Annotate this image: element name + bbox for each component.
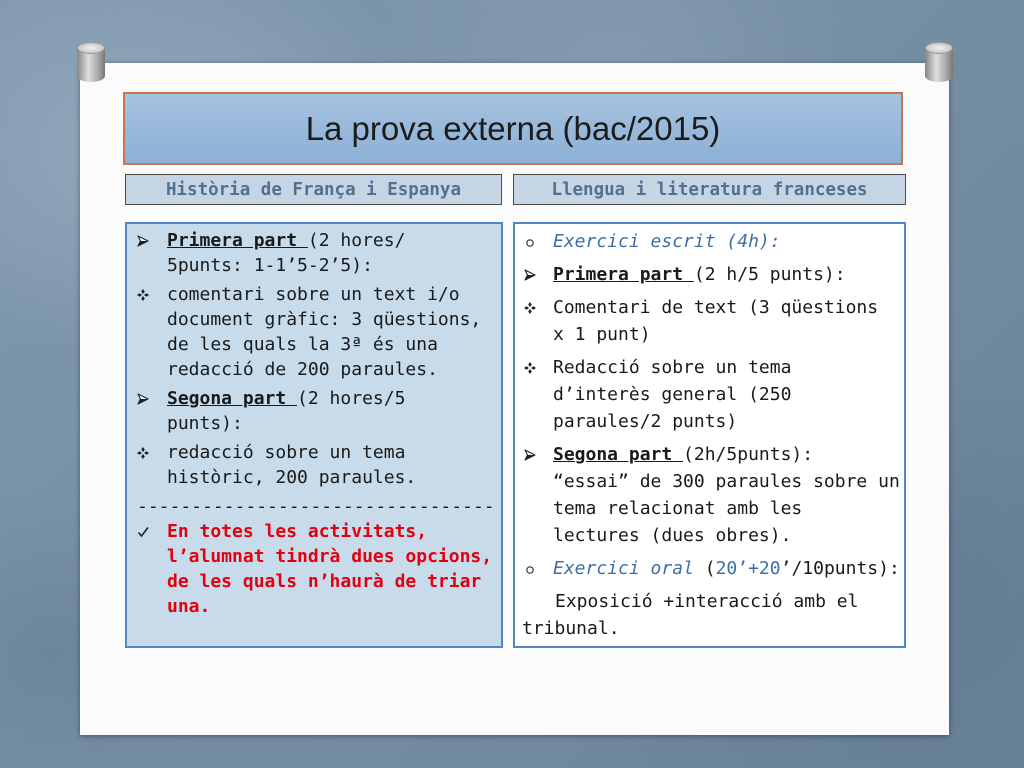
- section-label: Segona part: [167, 388, 298, 409]
- diamond-icon: [137, 289, 149, 301]
- item-line: [553, 555, 904, 582]
- circle-icon: [524, 236, 536, 248]
- section-label: Segona part: [553, 444, 684, 465]
- item-line: [553, 261, 904, 288]
- item-text: ’/10punts):: [780, 558, 900, 579]
- item-text: (2 h/5 punts):: [693, 264, 846, 285]
- item-line: redacció sobre un tema: [167, 442, 406, 463]
- item-text: (: [693, 558, 716, 579]
- item-line: de les quals la 3ª és una: [167, 334, 438, 355]
- left-content-panel: [125, 222, 503, 648]
- right-item-oral-exam: [515, 555, 904, 582]
- item-line: de les quals n’haurà de triar: [167, 571, 482, 592]
- right-item-written-exam: [515, 228, 904, 255]
- section-label: Primera part: [553, 264, 694, 285]
- item-line: [167, 228, 501, 253]
- item-line: una.: [167, 596, 211, 617]
- item-line: En totes les activitats,: [167, 521, 428, 542]
- item-line: Redacció sobre un tema: [553, 357, 792, 378]
- arrow-icon: [524, 269, 536, 281]
- written-exam-heading: Exercici escrit (4h):: [553, 231, 781, 252]
- pin-icon: [77, 42, 105, 84]
- item-line: històric, 200 paraules.: [167, 467, 417, 488]
- item-line: d’interès general (250: [553, 384, 792, 405]
- right-item-segona-part: [515, 441, 904, 549]
- item-line: l’alumnat tindrà dues opcions,: [167, 546, 493, 567]
- arrow-icon: [137, 393, 149, 405]
- item-line: comentari sobre un text i/o: [167, 284, 460, 305]
- left-item-comentari: [127, 282, 501, 382]
- item-text: (2 hores/: [307, 230, 406, 251]
- section-label: Primera part: [167, 230, 308, 251]
- item-line: [553, 441, 904, 468]
- pin-icon: [925, 42, 953, 84]
- title-box: [123, 92, 903, 165]
- arrow-icon: [524, 449, 536, 461]
- left-column-header: Història de França i Espanya: [125, 174, 502, 205]
- right-item-comentari: [515, 294, 904, 348]
- item-line: Comentari de text (3 qüestions: [553, 297, 879, 318]
- item-text: (2 hores/5: [297, 388, 406, 409]
- left-item-redaccio: [127, 440, 501, 490]
- item-line: Exposició +interacció amb el: [555, 591, 859, 612]
- item-line: paraules/2 punts): [553, 411, 738, 432]
- item-line: 5punts: 1-1’5-2’5):: [167, 255, 373, 276]
- left-item-segona-part: [127, 386, 501, 436]
- check-icon: [137, 526, 149, 538]
- item-line: x 1 punt): [553, 324, 651, 345]
- dashed-separator: [127, 494, 501, 519]
- oral-exam-heading: Exercici oral: [553, 558, 694, 579]
- circle-icon: [524, 563, 536, 575]
- item-line: [553, 228, 904, 255]
- item-line: redacció de 200 paraules.: [167, 359, 438, 380]
- item-line: punts):: [167, 413, 243, 434]
- pin-cap: [77, 42, 105, 54]
- item-text: (2h/5punts):: [683, 444, 814, 465]
- right-column-header: Llengua i literatura franceses: [513, 174, 906, 205]
- right-item-exposicio: [515, 588, 904, 642]
- item-line: tribunal.: [522, 618, 620, 639]
- item-line: lectures (dues obres).: [553, 525, 792, 546]
- left-item-primera-part: [127, 228, 501, 278]
- item-line: tema relacionat amb les: [553, 498, 803, 519]
- right-item-redaccio: [515, 354, 904, 435]
- right-item-primera-part: [515, 261, 904, 288]
- item-line: document gràfic: 3 qüestions,: [167, 309, 482, 330]
- arrow-icon: [137, 235, 149, 247]
- slide-title: La prova externa (bac/2015): [305, 109, 721, 147]
- separator-text: ---------------------------------: [137, 496, 495, 517]
- left-item-note: [127, 519, 501, 619]
- diamond-icon: [137, 447, 149, 459]
- right-content-panel: [513, 222, 906, 648]
- diamond-icon: [524, 362, 536, 374]
- pin-cap: [925, 42, 953, 54]
- item-line: “essai” de 300 paraules sobre un: [553, 471, 900, 492]
- diamond-icon: [524, 302, 536, 314]
- time-highlight: 20’+20: [715, 558, 781, 579]
- item-line: [167, 386, 501, 411]
